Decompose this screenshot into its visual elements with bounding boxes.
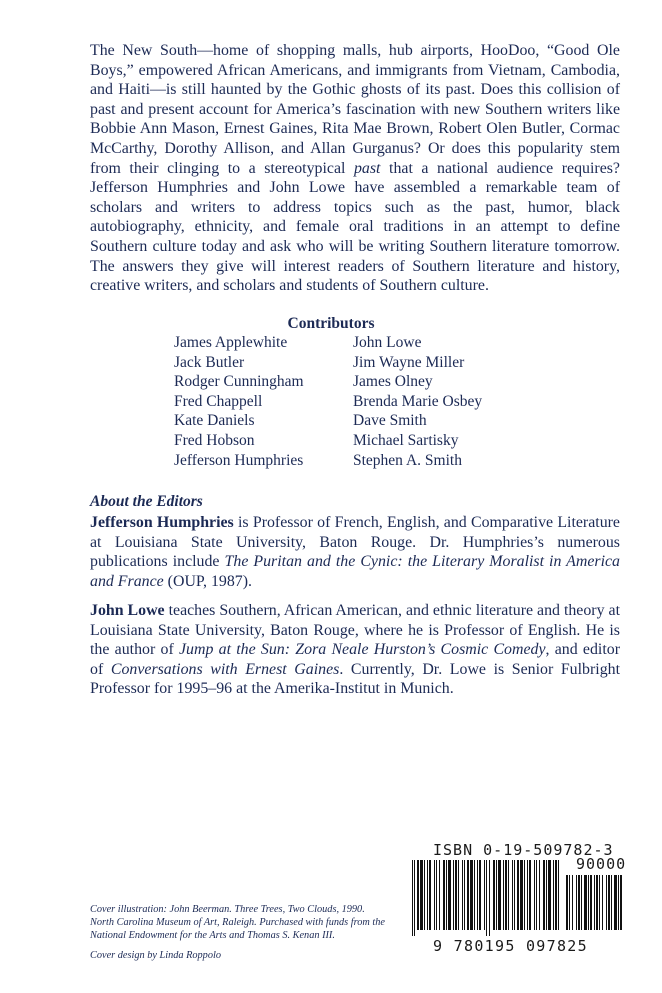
barcode-bar [477, 860, 478, 930]
barcode-bar [529, 860, 531, 930]
barcode-bar [555, 860, 557, 930]
barcode-bar [446, 860, 447, 930]
barcode-bar [467, 860, 469, 930]
barcode-bar [486, 860, 487, 936]
barcode-bar [611, 875, 612, 930]
barcode-bar [479, 860, 481, 930]
barcode-addon-number: 90000 [576, 855, 627, 873]
barcode-bar [470, 860, 473, 930]
barcode-bar [520, 860, 523, 930]
contributor-name: Jack Butler [174, 353, 245, 371]
barcode-bar [436, 860, 437, 930]
contributors-left-column [174, 333, 304, 470]
contributors-heading: Contributors [287, 315, 375, 332]
cover-design-credit: Cover design by Linda Roppolo [90, 950, 221, 961]
barcode-bar [484, 860, 485, 930]
editor-name: John Lowe [90, 602, 165, 619]
barcode-bar [569, 875, 570, 930]
barcode-bar [412, 860, 413, 936]
barcode-bar [594, 875, 595, 930]
barcode-bar [539, 860, 540, 930]
contributor-name: Kate Daniels [174, 412, 255, 430]
contributor-name: Jefferson Humphries [174, 451, 304, 469]
addon-barcode [566, 875, 624, 936]
barcode-bar [558, 860, 559, 930]
barcode-bar [493, 860, 495, 930]
contributor-name: Rodger Cunningham [174, 373, 304, 391]
barcode-bar [474, 860, 475, 930]
editor-bio-humphries: Jefferson Humphries is Professor of French, English, and Comparative Literature at Louisiana State University, Baton Rouge. Dr. Humphries’s numerous publications include The Puritan and the Cynic: the Literary Moralist in America and France (OUP, 1987). [90, 514, 620, 590]
barcode-bar [548, 860, 551, 930]
barcode-bar [489, 860, 490, 936]
barcode-bar [584, 875, 587, 930]
barcode-bar [517, 860, 519, 930]
barcode-bar [566, 875, 568, 930]
barcode-bar [512, 860, 513, 930]
barcode-bar [536, 860, 537, 930]
barcode-bar [427, 860, 428, 930]
barcode-bar [429, 860, 431, 930]
barcode-bar [546, 860, 547, 930]
contributor-name: John Lowe [353, 334, 422, 351]
barcode-bar [514, 860, 515, 930]
contributor-name: Fred Hobson [174, 431, 255, 449]
barcode-bar [606, 875, 607, 930]
barcode-bar [417, 860, 419, 930]
barcode-bar [434, 860, 435, 930]
barcode-bar [620, 875, 622, 930]
barcode-bar [524, 860, 525, 930]
barcode-bar [534, 860, 535, 930]
contributor-name: James Applewhite [174, 334, 288, 351]
barcode-bar [581, 875, 582, 930]
barcode-bar [453, 860, 454, 930]
editor-name: Jefferson Humphries [90, 514, 234, 531]
barcode-bar [572, 875, 573, 930]
ean-barcode [412, 860, 564, 936]
barcode-bar [608, 875, 610, 930]
barcode-bar [448, 860, 451, 930]
barcode-bar [596, 875, 598, 930]
barcode-bar [443, 860, 445, 930]
book-title: Jump at the Sun: Zora Neale Hurston’s Cosmic Comedy [178, 641, 546, 659]
description-blurb: The New South—home of shopping malls, hub airports, HooDoo, “Good Ole Boys,” empowered African Americans, and immigrants from Vietnam, Cambodia, and Haiti—is still haunted by the Gothic ghosts of its past. Does this collision of past and present account for America’s fascination with new Southern writers like Bobbie Ann Mason, Ernest Gaines, Rita Mae Brown, Robert Olen Butler, Cormac McCarthy, Dorothy Allison, and Allan Gurganus? Or does this popularity stem from their clinging to a stereotypical past that a national audience requires? Jefferson Humphries and John Lowe have assembled a remarkable team of scholars and writers to address topics such as the past, humor, black autobiography, ethnicity, and female oral traditions in an attempt to define Southern culture today and ask who will be writing Southern literature tomorrow. The answers they give will interest readers of Southern literature and history, creative writers, and scholars and students of Southern culture. [90, 42, 620, 295]
barcode-bar [590, 875, 592, 930]
book-title: Conversations with Ernest Gaines [110, 660, 340, 678]
contributor-name: James Olney [353, 373, 433, 391]
barcode-bar [496, 860, 497, 930]
barcode-bar [439, 860, 440, 930]
barcode-bar [414, 860, 415, 936]
editor-bio-lowe: John Lowe teaches Southern, African American, and ethnic literature and theory at Louisiana State University, Baton Rouge, where he is Professor of English. He is the author of Jump at the Sun: Zora Neale Hurston’s Cosmic Comedy, and editor of Conversations with Ernest Gaines. Currently, Dr. Lowe is Senior Fulbright Professor for 1995–96 at the Amerika-Institut in Munich. [90, 602, 620, 698]
barcode-bar [614, 875, 617, 930]
barcode-bar [455, 860, 457, 930]
barcode-bar [462, 860, 463, 930]
barcode-bar [503, 860, 504, 930]
contributor-name: Jim Wayne Miller [353, 353, 465, 371]
ean-number: 9 780195 097825 [433, 937, 588, 955]
barcode-bar [588, 875, 589, 930]
barcode-bar [578, 875, 580, 930]
contributor-name: Stephen A. Smith [353, 451, 462, 469]
about-editors-heading: About the Editors [90, 493, 203, 510]
barcode-bar [420, 860, 423, 930]
barcode-bar [458, 860, 459, 930]
barcode-bar [464, 860, 465, 930]
barcode-bar [553, 860, 554, 930]
contributor-name: Michael Sartisky [353, 431, 459, 449]
barcode-bar [543, 860, 545, 930]
barcode-bar [508, 860, 509, 930]
barcode-bar [599, 875, 600, 930]
barcode-bar [424, 860, 425, 930]
barcode-bar [498, 860, 501, 930]
contributor-name: Dave Smith [353, 412, 427, 430]
barcode-bar [505, 860, 507, 930]
contributor-name: Fred Chappell [174, 392, 263, 410]
isbn-label: ISBN 0-19-509782-3 [433, 841, 614, 859]
book-title: The Puritan and the Cynic: the Literary Moralist in America and France [90, 553, 620, 590]
barcode-bar [576, 875, 577, 930]
contributors-right-column [353, 333, 482, 470]
barcode-bar [527, 860, 528, 930]
barcode-bar [618, 875, 619, 930]
barcode-bar [602, 875, 603, 930]
contributor-name: Brenda Marie Osbey [353, 392, 483, 410]
cover-illustration-credit: Cover illustration: John Beerman. Three Trees, Two Clouds, 1990. North Carolina Museum of Art, Raleigh. Purchased with funds from the National Endowment for the Arts and Thomas S. Kenan III. [90, 904, 385, 942]
